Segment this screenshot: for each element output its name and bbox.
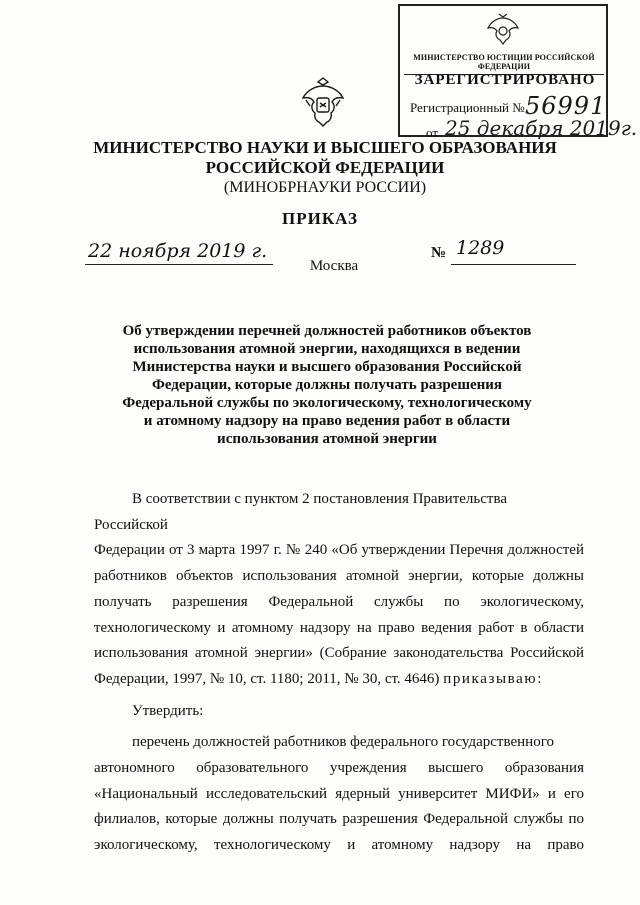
body-line: перечень должностей работников федерального государственного — [132, 734, 554, 751]
city: Москва — [309, 258, 359, 274]
coat-of-arms-icon — [483, 10, 523, 50]
body-line: получать разрешения Федеральной службы по экологическому, — [94, 593, 584, 610]
ministry-short-name: (МИНОБРНАУКИ РОССИИ) — [223, 179, 427, 196]
stamp-status: ЗАРЕГИСТРИРОВАНО — [414, 72, 596, 88]
body-line: работников объектов использования атомной энергии, которые должны — [94, 568, 584, 585]
title-line: Министерства науки и высшего образования Российской — [132, 359, 522, 375]
body-line: Федерации от 3 марта 1997 г. № 240 «Об утверждении Перечня должностей — [94, 542, 584, 559]
body-line: экологическому, технологическому и атомному надзору на право — [94, 837, 584, 854]
order-number-label: № — [431, 245, 447, 261]
order-verb: приказываю: — [443, 670, 543, 687]
document-type: ПРИКАЗ — [282, 209, 358, 228]
approve-line: Утвердить: — [132, 702, 204, 719]
title-line: Федерации, которые должны получать разрешения — [151, 377, 503, 393]
coat-of-arms-icon — [300, 76, 346, 128]
ministry-name — [90, 138, 560, 178]
list-paragraph — [94, 730, 584, 859]
body-line: филиалов, которые должны получать разрешения Федеральной службы по — [94, 811, 584, 828]
stamp-reg-number: 56991 — [525, 92, 607, 120]
title-line: и атомному надзору на право ведения работ в области — [143, 413, 511, 429]
ministry-name-line: МИНИСТЕРСТВО НАУКИ И ВЫСШЕГО ОБРАЗОВАНИЯ — [93, 138, 557, 157]
stamp-date-label: от — [426, 125, 439, 140]
title-line: Федеральной службы по экологическому, технологическому — [122, 395, 532, 411]
body-line: технологическому и атомному надзору на право ведения работ в области — [94, 619, 584, 636]
body-line: «Национальный исследовательский ядерный университет МИФИ» и его — [94, 785, 584, 802]
body-line: В соответствии с пунктом 2 постановления Правительства Российской — [94, 491, 507, 533]
title-line: использования атомной энергии — [217, 431, 437, 447]
registration-stamp — [398, 4, 638, 140]
body-line-text: Федерации, 1997, № 10, ст. 1180; 2011, № 30, ст. 4646) — [94, 670, 440, 687]
document-body — [94, 487, 584, 859]
body-line: использования атомной энергии» (Собрание законодательства Российской — [94, 645, 584, 662]
title-line: Об утверждении перечней должностей работников объектов — [122, 323, 532, 339]
title-line: использования атомной энергии, находящихся в ведении — [133, 341, 521, 357]
ministry-name-line: РОССИЙСКОЙ ФЕДЕРАЦИИ — [205, 158, 445, 177]
stamp-organization: МИНИСТЕРСТВО ЮСТИЦИИ РОССИЙСКОЙ ФЕДЕРАЦИИ — [404, 53, 604, 75]
stamp-date: 25 декабря 2019г. — [445, 116, 638, 140]
stamp-reg-number-label: Регистрационный № — [410, 100, 525, 115]
preamble-paragraph — [94, 487, 584, 693]
body-line: автономного образовательного учреждения высшего образования — [94, 760, 584, 777]
order-date: 22 ноября 2019 г. — [88, 240, 268, 262]
document-title — [100, 322, 554, 448]
order-number: 1289 — [456, 237, 505, 259]
body-line — [94, 667, 584, 693]
